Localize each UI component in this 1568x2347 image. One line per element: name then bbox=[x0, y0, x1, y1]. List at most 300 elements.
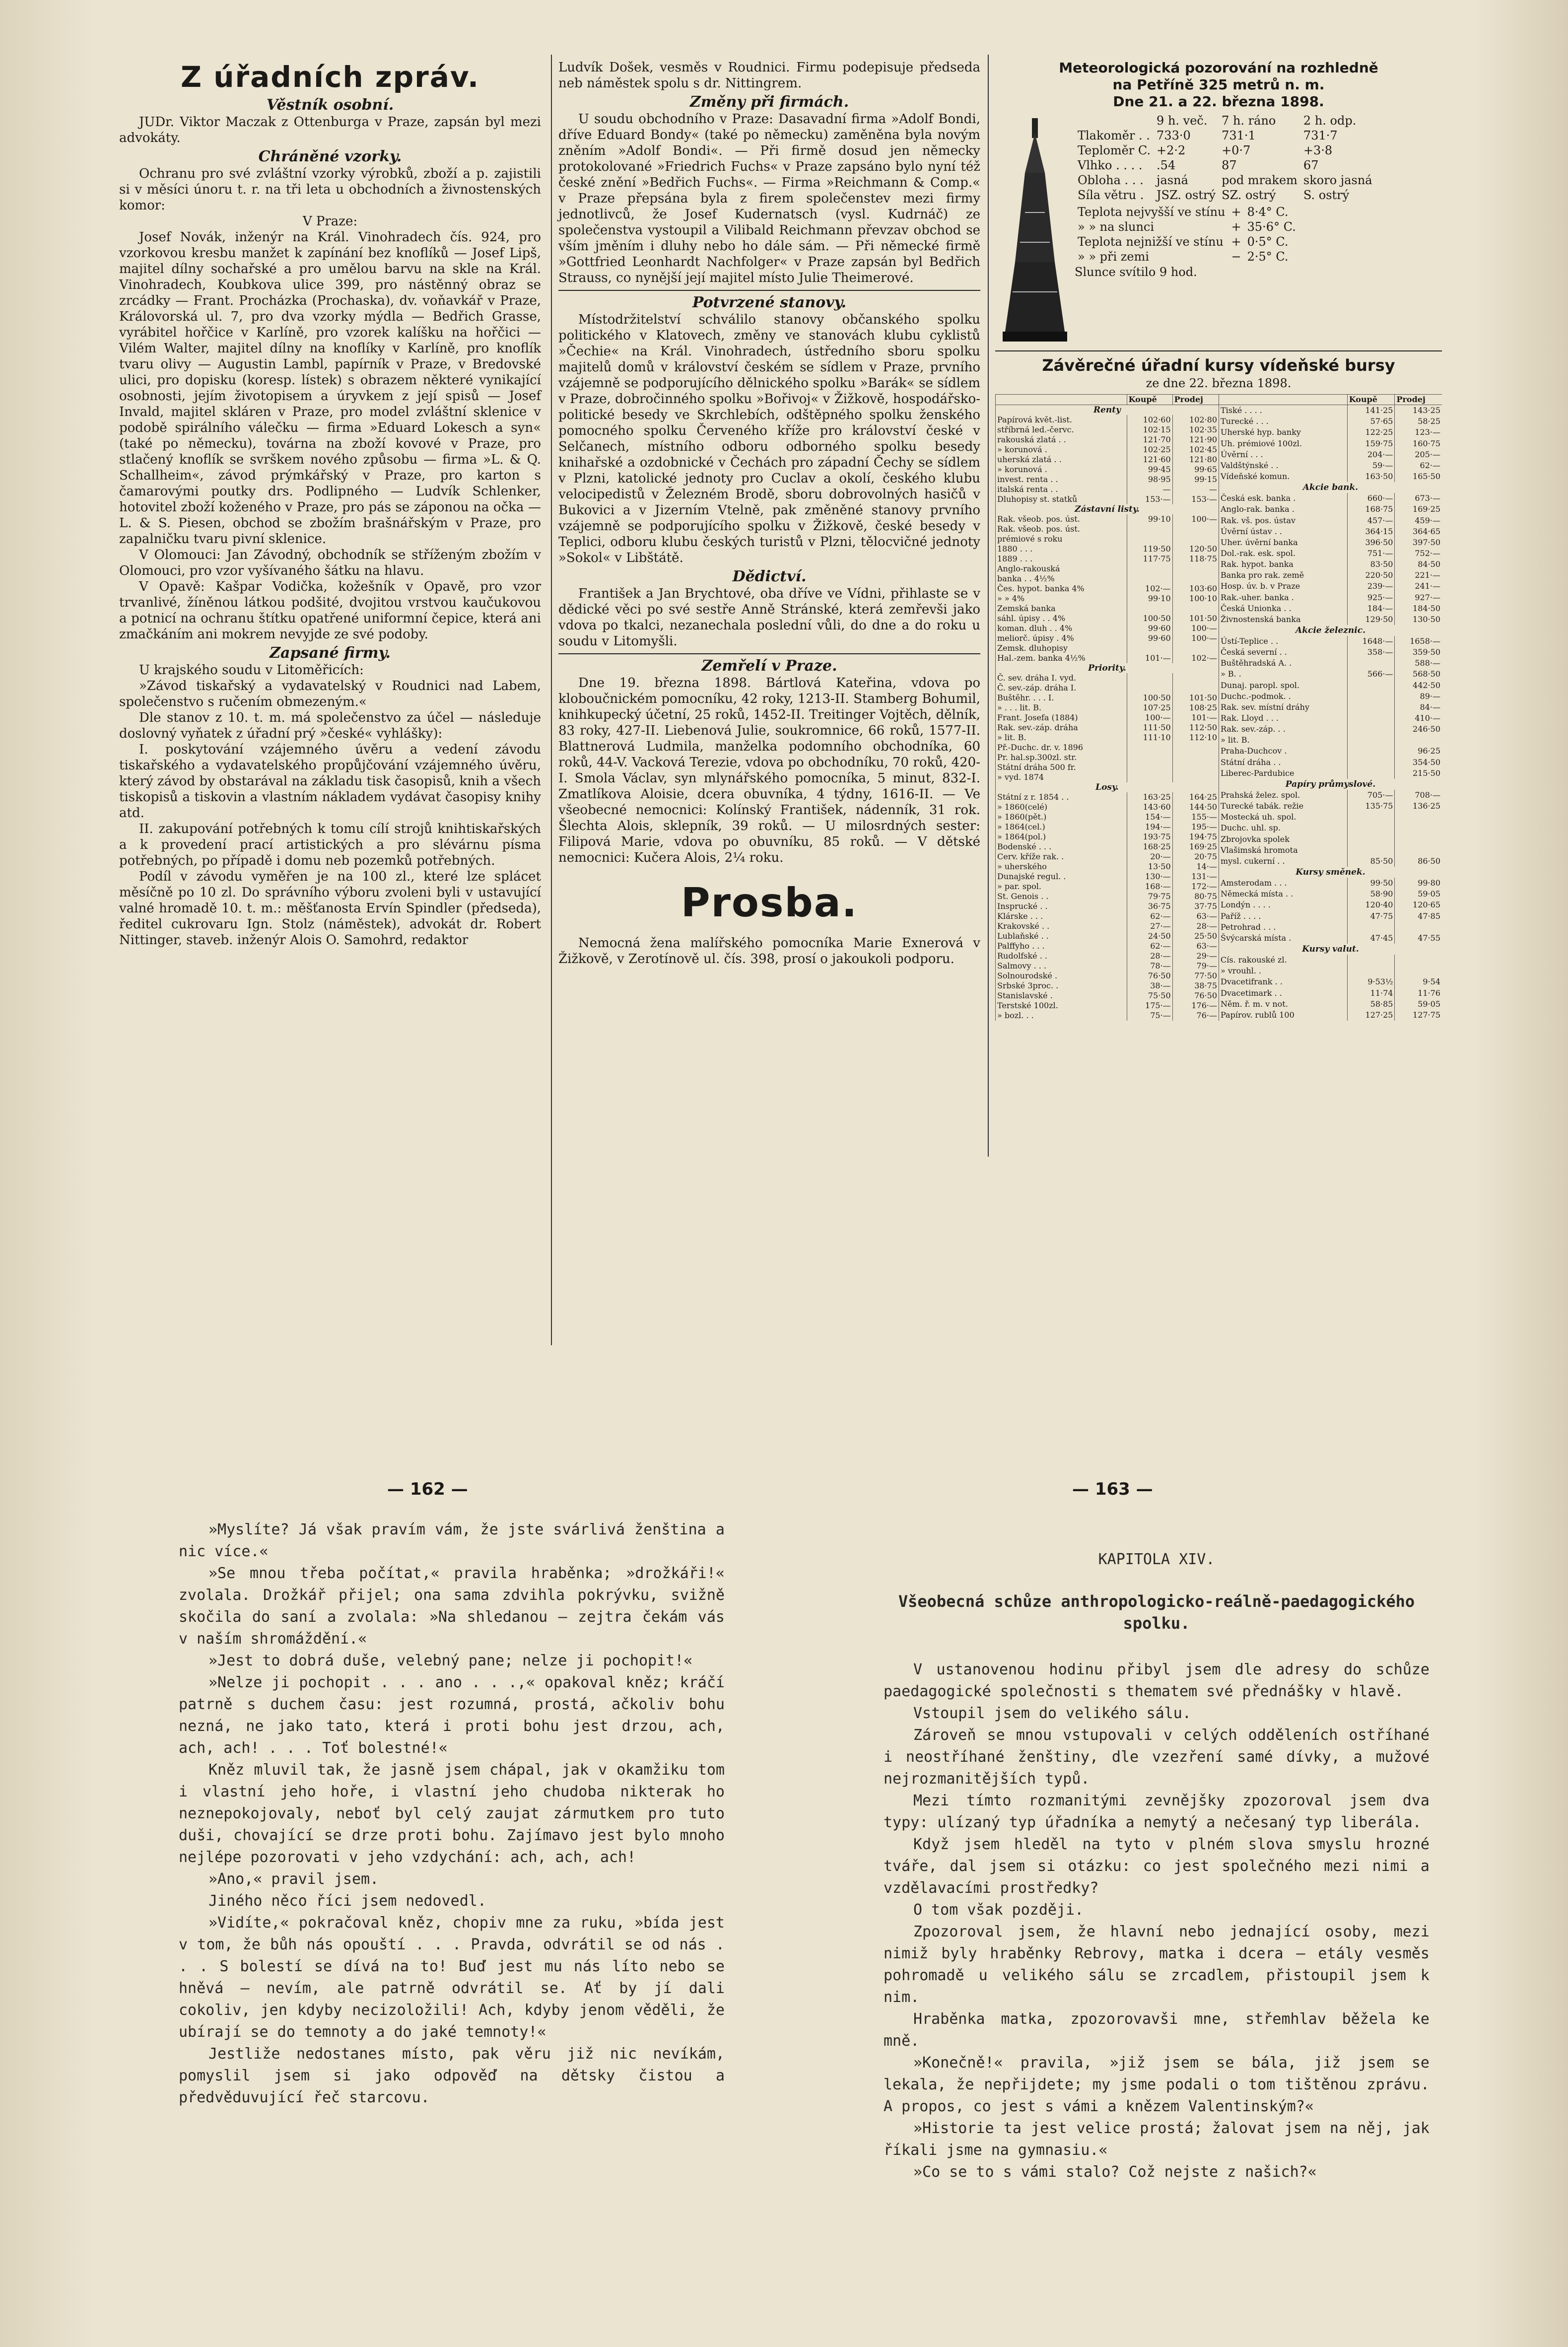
bursy-header-empty bbox=[1219, 395, 1348, 405]
bursy-name: » 1864(pol.) bbox=[996, 832, 1127, 842]
bursy-row bbox=[996, 514, 1219, 524]
book-paragraph: Kněz mluvil tak, že jasně jsem chápal, jak v okamžiku tom i vlastní jeho hoře, i vlastní jeho chudoba nikterak ho neznepokojovaly, neboť byl celý zaujat zármutkem pro tuto duši, chovající se drze proti bohu. Zajímavo jest bylo mnoho nejlépe pozorovati v jeho vzdychání: ach, ach, ach! bbox=[179, 1761, 725, 1866]
bursy-sell: 153·— bbox=[1172, 494, 1219, 504]
bursy-name: Státní dráha . . bbox=[1219, 757, 1348, 768]
bursy-name: » par. spol. bbox=[996, 882, 1127, 892]
bursy-buy: 143·60 bbox=[1127, 802, 1172, 812]
meteo-title bbox=[995, 60, 1442, 110]
bursy-buy: 184·— bbox=[1347, 603, 1395, 614]
bursy-row bbox=[996, 802, 1219, 812]
bursy-row bbox=[1219, 999, 1442, 1010]
bursy-name: St. Genois . . bbox=[996, 892, 1127, 901]
bursy-row bbox=[1219, 856, 1442, 867]
bursy-buy: 58·90 bbox=[1347, 889, 1395, 899]
bursy-buy: 24·50 bbox=[1127, 931, 1172, 941]
bursy-name: Hal.-zem. banka 4½% bbox=[996, 653, 1127, 663]
bursy-row bbox=[996, 484, 1219, 494]
bursy-sell: 102·45 bbox=[1172, 445, 1219, 455]
bursy-sell: 143·25 bbox=[1395, 405, 1442, 416]
bursy-name: Turecké . . . bbox=[1219, 416, 1348, 427]
bursy-name: Turecké tabák. režie bbox=[1219, 801, 1348, 812]
bursy-buy: 58·85 bbox=[1347, 999, 1395, 1010]
bursy-buy: 78·— bbox=[1127, 961, 1172, 971]
bursy-row bbox=[1219, 570, 1442, 581]
bursy-row bbox=[996, 445, 1219, 455]
bursy-name: koman. dluh . . 4% bbox=[996, 623, 1127, 633]
bursy-sell bbox=[1395, 955, 1442, 966]
bursy-name: Cís. rakouské zl. bbox=[1219, 955, 1348, 966]
bursy-name: italská renta . . bbox=[996, 484, 1127, 494]
book-paragraph: »Ano,« pravil jsem. bbox=[208, 1870, 379, 1888]
bursy-name: » korunová . bbox=[996, 445, 1127, 455]
bursy-row bbox=[1219, 735, 1442, 746]
bursy-buy: 168·75 bbox=[1347, 504, 1395, 515]
bursy-row bbox=[996, 733, 1219, 743]
vestnik-text: JUDr. Viktor Maczak z Ottenburga v Praze, zapsán byl mezi advokáty. bbox=[119, 115, 541, 145]
bursy-buy bbox=[1127, 762, 1172, 772]
bursy-name: Státní dráha 500 fr. bbox=[996, 762, 1127, 772]
bursy-row bbox=[1219, 405, 1442, 416]
bursy-row bbox=[1219, 416, 1442, 427]
meteo-extra-table bbox=[1075, 205, 1299, 264]
bursy-buy bbox=[1347, 955, 1395, 966]
bursy-right-body bbox=[1219, 405, 1442, 1021]
bursy-row bbox=[1219, 427, 1442, 438]
bursy-name: Banka pro rak. země bbox=[1219, 570, 1348, 581]
meteo-extra-label: Teplota nejvyšší ve stínu bbox=[1078, 205, 1226, 219]
bursy-buy bbox=[1347, 658, 1395, 669]
prosba-text: Nemocná žena malířského pomocníka Marie Exnerová v Žižkově, v Zerotínově ul. čís. 398, prosí o jakoukoli podporu. bbox=[558, 936, 980, 966]
bursy-buy bbox=[1127, 524, 1172, 534]
dedictvi-text: František a Jan Brychtové, oba dříve ve Vídni, přihlaste se v dědické věci po své sestře Anně Stránské, která zemřevši jako vdova po tkalci, nezanechala poslední vůli, do dne a do roku u soudu v Litomyšli. bbox=[558, 586, 980, 649]
book-paragraph: »Co se to s vámi stalo? Což nejste z našich?« bbox=[913, 2163, 1317, 2181]
bursy-row bbox=[1219, 878, 1442, 889]
bursy-sell: 359·50 bbox=[1395, 647, 1442, 658]
bursy-sell: 103·60 bbox=[1172, 584, 1219, 594]
bursy-buy bbox=[1347, 691, 1395, 702]
bursy-buy bbox=[1347, 834, 1395, 845]
bursy-sell: 127·75 bbox=[1395, 1010, 1442, 1021]
meteo-table bbox=[1075, 113, 1375, 203]
bursy-sell: 123·— bbox=[1395, 427, 1442, 438]
bursy-buy: — bbox=[1127, 484, 1172, 494]
bursy-row bbox=[1219, 515, 1442, 526]
meteo-extra-row bbox=[1075, 205, 1299, 219]
zmeny-text: U soudu obchodního v Praze: Dasavadní firma »Adolf Bondi, dříve Eduard Bondy« (také po německu) zaměněna byla novým zněním »Adolf Bondi«. — Při firmě dosud jen německy protokolované »Friedrich Fuchs« v Praze zapsáno bylo nyní též české znění »Bedřich Fuchs«. — Firma »Reichmann & Comp.« v Praze přepsána byla z firem společenstev mezi firmy jednotlivců, že Josef Kudernatsch (vysl. Kudrnáč) ze společenstva vystoupil a Vilibald Reichmann převzav obchod se vším jměním i dluhy nebo ho dále sám. — Při německé firmě »Gottfried Leonhardt Nachfolger« v Praze zapsán byl Bedřich Strauss, co nynější její majitel místo Julie Theimerové. bbox=[558, 112, 980, 285]
bursy-name: Uher. úvěrní banka bbox=[1219, 537, 1348, 548]
bursy-col-header: Prodej bbox=[1395, 395, 1442, 405]
bursy-buy: 102·60 bbox=[1127, 415, 1172, 425]
bursy-sell: 176·— bbox=[1172, 1001, 1219, 1011]
bursy-sell: 169·25 bbox=[1172, 842, 1219, 852]
bursy-name: Hosp. úv. b. v Praze bbox=[1219, 581, 1348, 592]
bursy-buy: 99·45 bbox=[1127, 465, 1172, 475]
book-paragraph: »Jest to dobrá duše, velebný pane; nelze ji pochopit!« bbox=[208, 1652, 693, 1669]
bursy-sell: 100·— bbox=[1172, 514, 1219, 524]
bursy-name: Rak. sev.-záp. dráha bbox=[996, 723, 1127, 733]
firmy-soud: U krajského soudu v Litoměřicích: bbox=[139, 663, 364, 678]
bursy-row bbox=[996, 405, 1219, 415]
bursy-name: » » 4% bbox=[996, 594, 1127, 604]
bursy-buy: 57·65 bbox=[1347, 416, 1395, 427]
bursy-sell: 112·10 bbox=[1172, 733, 1219, 743]
bursy-buy bbox=[1347, 823, 1395, 833]
meteo-extra-value: 0·5° C. bbox=[1247, 235, 1289, 249]
meteo-label: Obloha . . . bbox=[1078, 173, 1144, 187]
bursy-header-empty bbox=[996, 395, 1127, 405]
subsection-zemreli: Zemřelí v Praze. bbox=[701, 657, 837, 675]
bursy-row bbox=[996, 852, 1219, 862]
bursy-buy bbox=[1127, 772, 1172, 782]
bursy-name: Uh. prémiové 100zl. bbox=[1219, 438, 1348, 449]
bursy-name: » . . . lit. B. bbox=[996, 703, 1127, 713]
bursy-sell: 100·— bbox=[1172, 623, 1219, 633]
bursy-row bbox=[996, 743, 1219, 753]
bursy-buy: 364·15 bbox=[1347, 526, 1395, 537]
bursy-row bbox=[1219, 559, 1442, 570]
bursy-sell: 112·50 bbox=[1172, 723, 1219, 733]
bursy-sell: 442·50 bbox=[1395, 680, 1442, 691]
bursy-row bbox=[996, 1011, 1219, 1021]
meteo-value: JSZ. ostrý bbox=[1157, 188, 1216, 202]
bursy-buy: 130·— bbox=[1127, 872, 1172, 882]
bursy-row bbox=[996, 882, 1219, 892]
bursy-name: banka . . 4½% bbox=[996, 574, 1127, 584]
bursy-sell: 63·— bbox=[1172, 911, 1219, 921]
bursy-name: » korunová . bbox=[996, 465, 1127, 475]
bursy-sell: 89·— bbox=[1395, 691, 1442, 702]
bursy-name: Tiské . . . . bbox=[1219, 405, 1348, 416]
bursy-buy: 75·— bbox=[1127, 1011, 1172, 1021]
book-page-left bbox=[179, 1519, 725, 2109]
bursy-name: » 1864(cel.) bbox=[996, 822, 1127, 832]
bursy-name: Insprucké . . bbox=[996, 901, 1127, 911]
meteo-header-empty bbox=[1075, 113, 1154, 128]
bursy-buy: 660·— bbox=[1347, 493, 1395, 504]
bursy-sell: 96·25 bbox=[1395, 746, 1442, 757]
bursy-buy bbox=[1347, 845, 1395, 856]
bursy-sell: 205·— bbox=[1395, 449, 1442, 460]
meteo-value: 731·1 bbox=[1222, 129, 1256, 142]
bursy-buy bbox=[1347, 702, 1395, 713]
meteo-row bbox=[1075, 188, 1375, 203]
bursy-name: » vyd. 1874 bbox=[996, 772, 1127, 782]
bursy-row bbox=[996, 494, 1219, 504]
bursy-name: Zemsk. dluhopisy bbox=[996, 643, 1127, 653]
bursy-name: Vídeňské komun. bbox=[1219, 471, 1348, 482]
bursy-buy: 154·— bbox=[1127, 812, 1172, 822]
bursy-sell: 165·50 bbox=[1395, 471, 1442, 482]
book-paragraph: Když jsem hleděl na tyto v plném slova smyslu hrozné tváře, dal jsem si otázku: co jest společného mezi nimi a vzdělavacími prostředky? bbox=[884, 1836, 1430, 1897]
stanovy-text: Místodržitelství schválilo stanovy občanského spolku politického v Klatovech, změny ve stanovách klubu cyklistů »Čechie« na Král. Vinohradech, ústředního sboru spolku majitelů domů v království českém se sídlem v Praze, prvního vzájemně se podporujícího dělnického spolku »Barák« se sídlem v Praze, dobročinného spolku »Bořivoj« v Žižkově, hospodářsko-politické besedy ve Skrchlebích, odštěpného spolku ženského pomocného spolku Červeného kříže pro království české v Selčanech, místního odboru odborného spolku besedy knihařské a ozdobnické v Čechách pro západní Čechy se sídlem v Plzni, katolické jednoty pro Cuclav a okolí, českého klubu velocipedistů v Železném Brodě, sboru dobrovolných hasičů v Bukovici a v Jizerním Vtelně, pak změněné stanovy prvního vzájemně se podporujícího spolku v Žižkově, české besedy v Teplici, odboru klubu českých turistů v Plzni, tělocvičné jednoty »Sokol« v Libštátě. bbox=[558, 312, 980, 565]
meteo-label: Tlakoměr . . bbox=[1078, 129, 1150, 142]
bursy-buy: 107·25 bbox=[1127, 703, 1172, 713]
bursy-name: Dvacetifrank . . bbox=[1219, 976, 1348, 987]
firmy-p3: Podíl v závodu vyměřen je na 100 zl., které lze splácet měsíčně po 10 zl. Do správního výboru zvoleni byli v ustavující valné hromadě 10. t. m.: měšťanosta Ervín Spindler (předseda), ředitel cukrovaru Ign. Stolz (náměstek), advokát dr. Robert Nittinger, staveb. inženýr Alois O. Samohrd, redaktor bbox=[119, 869, 541, 948]
bursy-group-heading: Akcie železnic. bbox=[1219, 625, 1442, 636]
bursy-name: » lit. B. bbox=[1219, 735, 1348, 746]
bursy-name: » 1860(pět.) bbox=[996, 812, 1127, 822]
bursy-buy: 163·50 bbox=[1347, 471, 1395, 482]
bursy-buy: 163·25 bbox=[1127, 792, 1172, 802]
bursy-row bbox=[996, 782, 1219, 792]
bursy-row bbox=[996, 762, 1219, 772]
bursy-name: » B. . bbox=[1219, 669, 1348, 680]
bursy-name: Dluhopisy st. statků bbox=[996, 494, 1127, 504]
chapter-body bbox=[884, 1659, 1430, 2183]
bursy-sell: 160·75 bbox=[1395, 438, 1442, 449]
bursy-buy: 153·— bbox=[1127, 494, 1172, 504]
meteo-extra-label: » » při zemi bbox=[1078, 250, 1150, 264]
bursy-buy: 102·25 bbox=[1127, 445, 1172, 455]
book-page-right bbox=[884, 1549, 1430, 2183]
bursy-name: Amsterodam . . . bbox=[1219, 878, 1348, 889]
bursy-row bbox=[1219, 603, 1442, 614]
bursy-name: Papírová květ.-list. bbox=[996, 415, 1127, 425]
bursy-sell bbox=[1172, 762, 1219, 772]
bursy-row bbox=[1219, 471, 1442, 482]
meteo-sun: Slunce svítilo 9 hod. bbox=[1075, 265, 1197, 279]
meteo-value: +0·7 bbox=[1222, 143, 1251, 157]
book-paragraph: »Historie ta jest velice prostá; žalovat jsem na něj, jak říkali jsme na gymnasiu.« bbox=[884, 2120, 1430, 2159]
bursy-row bbox=[1219, 801, 1442, 812]
bursy-sell: 84·50 bbox=[1395, 559, 1442, 570]
meteo-value: jasná bbox=[1157, 173, 1188, 187]
bursy-buy bbox=[1347, 746, 1395, 757]
bursy-group-heading: Priority. bbox=[996, 663, 1219, 673]
bursy-sell: 29·— bbox=[1172, 951, 1219, 961]
bursy-buy: 159·75 bbox=[1347, 438, 1395, 449]
bursy-sell: 9·54 bbox=[1395, 976, 1442, 987]
bursy-row bbox=[996, 941, 1219, 951]
bursy-name: Úvěrní . . . bbox=[1219, 449, 1348, 460]
bursy-row bbox=[1219, 493, 1442, 504]
bursy-buy: 83·50 bbox=[1347, 559, 1395, 570]
bursy-sell: 11·76 bbox=[1395, 988, 1442, 999]
bursy-row bbox=[1219, 834, 1442, 845]
bursy-sell: 101·50 bbox=[1172, 693, 1219, 703]
bursy-row bbox=[996, 713, 1219, 723]
bursy-row bbox=[1219, 636, 1442, 647]
bursy-row bbox=[996, 951, 1219, 961]
meteo-value: .54 bbox=[1157, 158, 1176, 172]
bursy-sell: 108·25 bbox=[1172, 703, 1219, 713]
bursy-row bbox=[1219, 779, 1442, 790]
bursy-name: Frant. Josefa (1884) bbox=[996, 713, 1127, 723]
bursy-sell: 37·75 bbox=[1172, 901, 1219, 911]
subsection-zmeny: Změny při firmách. bbox=[689, 93, 849, 111]
column-divider bbox=[551, 55, 552, 1345]
bursy-row bbox=[996, 623, 1219, 633]
bursy-row bbox=[996, 554, 1219, 564]
bursy-buy bbox=[1127, 534, 1172, 544]
bursy-row bbox=[996, 901, 1219, 911]
bursy-buy bbox=[1127, 564, 1172, 574]
bursy-sell: 79·— bbox=[1172, 961, 1219, 971]
bursy-row bbox=[996, 921, 1219, 931]
bursy-row bbox=[1219, 976, 1442, 987]
zemreli-text: Dne 19. března 1898. Bártlová Kateřina, vdova po kloboučnickém pomocníku, 42 roky, 1213-II. Stamberg Bohumil, knihkupecký účetní, 25 roků, 1452-II. Treitinger Vojtěch, dělník, 83 roky, 427-II. Liebenová Julie, soukromnice, 66 roků, 1577-II. Blattnerová Ludmila, manželka podomního obchodníka, 60 roků, 44-V. Vacková Terezie, vdova po obchodníku, 70 roků, 420-I. Smola Václav, syn mlynářského pomocníka, 5 minut, 832-I. Zmatlíkova Aloisie, dcera obuvníka, 4 týdny, 1616-II. — Ve všeobecné nemocnici: Kolínský František, nádenník, 31 rok. Šlechta Alois, sklepník, 39 roků. — U milosrdných sester: Filipová Marie, vdova po obuvníku, 85 roků. — V dětské nemocnici: Kučera Alois, 2¼ roku. bbox=[558, 676, 980, 865]
bursy-buy: 62·— bbox=[1127, 911, 1172, 921]
bursy-row bbox=[996, 792, 1219, 802]
bursy-row bbox=[1219, 911, 1442, 922]
bursy-name: Rak.-uher. banka . bbox=[1219, 592, 1348, 603]
bursy-name: 1889 . . . bbox=[996, 554, 1127, 564]
bursy-group-heading: Papíry průmyslové. bbox=[1219, 779, 1442, 790]
bursy-row bbox=[996, 812, 1219, 822]
bursy-row bbox=[1219, 768, 1442, 779]
bursy-sell: 568·50 bbox=[1395, 669, 1442, 680]
bursy-sell bbox=[1172, 643, 1219, 653]
bursy-buy: 194·— bbox=[1127, 822, 1172, 832]
bursy-name: Úvěrní ústav . . bbox=[1219, 526, 1348, 537]
bursy-name: » uherského bbox=[996, 862, 1127, 872]
bursy-col-header: Koupě bbox=[1347, 395, 1395, 405]
bursy-sell: 364·65 bbox=[1395, 526, 1442, 537]
bursy-row bbox=[996, 703, 1219, 713]
bursy-buy: 168·25 bbox=[1127, 842, 1172, 852]
meteo-value: +2·2 bbox=[1157, 143, 1186, 157]
bursy-row bbox=[1219, 548, 1442, 559]
bursy-row bbox=[1219, 757, 1442, 768]
bursy-row bbox=[996, 425, 1219, 435]
book-paragraph: Mezi tímto rozmanitými zevnějšky zpozoroval jsem dva typy: ulízaný typ úřadníka a nemytý a nečesaný typ liberála. bbox=[884, 1792, 1430, 1831]
bursy-sell: 14·— bbox=[1172, 862, 1219, 872]
subsection-dedictvi: Dědictví. bbox=[732, 568, 807, 585]
bursy-name: Srbské 3proc. . bbox=[996, 981, 1127, 991]
bursy-sell: 62·— bbox=[1395, 460, 1442, 471]
bursy-name: mysl. cukerní . . bbox=[1219, 856, 1348, 867]
bursy-name: Česká severní . . bbox=[1219, 647, 1348, 658]
bursy-name: Liberec-Pardubice bbox=[1219, 768, 1348, 779]
bursy-tables bbox=[995, 394, 1442, 1021]
bursy-buy: 111·10 bbox=[1127, 733, 1172, 743]
bursy-row bbox=[996, 862, 1219, 872]
bursy-buy bbox=[1127, 683, 1172, 693]
bursy-name: Lublaňské . . bbox=[996, 931, 1127, 941]
bursy-sell: 155·— bbox=[1172, 812, 1219, 822]
bursy-sell: 752·— bbox=[1395, 548, 1442, 559]
section-title: Z úřadních zpráv. bbox=[181, 60, 479, 94]
bursy-sell: 77·50 bbox=[1172, 971, 1219, 981]
meteo-extra-value: 35·6° C. bbox=[1247, 220, 1296, 234]
bursy-name: Dvacetimark . . bbox=[1219, 988, 1348, 999]
bursy-row bbox=[1219, 537, 1442, 548]
meteo-label: Teploměr C. bbox=[1078, 143, 1151, 157]
bursy-sell: 130·50 bbox=[1395, 614, 1442, 625]
bursy-sell: 121·90 bbox=[1172, 435, 1219, 445]
prosba-title: Prosba. bbox=[681, 880, 858, 926]
bursy-name: » lit. B. bbox=[996, 733, 1127, 743]
bursy-name: uherská zlatá . . bbox=[996, 455, 1127, 465]
bursy-name: Buštěhr. . . . I. bbox=[996, 693, 1127, 703]
bursy-row bbox=[1219, 724, 1442, 735]
subsection-stanovy: Potvrzené stanovy. bbox=[692, 294, 847, 311]
bursy-buy: 141·25 bbox=[1347, 405, 1395, 416]
bursy-sell bbox=[1172, 772, 1219, 782]
bursy-row bbox=[1219, 614, 1442, 625]
bursy-sell: 354·50 bbox=[1395, 757, 1442, 768]
bursy-buy: 62·— bbox=[1127, 941, 1172, 951]
bursy-row bbox=[996, 753, 1219, 762]
bursy-buy: 358·— bbox=[1347, 647, 1395, 658]
bursy-row bbox=[996, 633, 1219, 643]
bursy-row bbox=[1219, 790, 1442, 801]
bursy-buy: 36·75 bbox=[1127, 901, 1172, 911]
bursy-row bbox=[996, 931, 1219, 941]
bursy-buy: 99·50 bbox=[1347, 878, 1395, 889]
meteo-value: 731·7 bbox=[1303, 129, 1338, 142]
bursy-sell: 25·50 bbox=[1172, 931, 1219, 941]
bursy-buy: 99·60 bbox=[1127, 633, 1172, 643]
vzorky-intro: Ochranu pro své zvláštní vzorky výrobků, zboží a p. zajistili si v měsíci únoru t. r. na tři leta u obchodních a živnostenských komor: bbox=[119, 166, 541, 213]
bursy-sell bbox=[1172, 564, 1219, 574]
bursy-row bbox=[1219, 438, 1442, 449]
bursy-row bbox=[1219, 702, 1442, 713]
bursy-row bbox=[996, 435, 1219, 445]
bursy-sell bbox=[1395, 845, 1442, 856]
olomouci-text: V Olomouci: Jan Závodný, obchodník se stříženým zbožím v Olomouci, pro vzor vyšívaného šátku na hlavu. bbox=[119, 548, 541, 578]
meteo-extra-sign: + bbox=[1231, 220, 1241, 234]
bursy-name: Klárske . . . bbox=[996, 911, 1127, 921]
bursy-buy: 85·50 bbox=[1347, 856, 1395, 867]
meteo-header-row bbox=[1075, 113, 1375, 128]
bursy-name: » vrouhl. . bbox=[1219, 966, 1348, 976]
firmy-text2: Dle stanov z 10. t. m. má společenstvo za účel — následuje doslovný vyňatek z úřadní prý »české« vyhlášky): bbox=[119, 710, 541, 741]
firmy-text: »Závod tiskařský a vydavatelský v Roudnici nad Labem, společenstvo s ručením obmezeným.« bbox=[119, 679, 541, 709]
meteo-value: skoro jasná bbox=[1303, 173, 1372, 187]
bursy-buy bbox=[1347, 966, 1395, 976]
bursy-row bbox=[996, 653, 1219, 663]
bursy-buy bbox=[1127, 753, 1172, 762]
divider bbox=[558, 290, 980, 291]
meteo-extra-row bbox=[1075, 249, 1299, 264]
bursy-sell: 100·10 bbox=[1172, 594, 1219, 604]
bursy-buy: 27·— bbox=[1127, 921, 1172, 931]
bursy-buy: 193·75 bbox=[1127, 832, 1172, 842]
bursy-buy: 204·— bbox=[1347, 449, 1395, 460]
bursy-row bbox=[996, 643, 1219, 653]
meteo-extra-label: Teplota nejnižší ve stínu bbox=[1078, 235, 1224, 249]
bursy-buy: 100·— bbox=[1127, 713, 1172, 723]
bursy-row bbox=[996, 683, 1219, 693]
bursy-buy: 751·— bbox=[1347, 548, 1395, 559]
bursy-sell: 397·50 bbox=[1395, 537, 1442, 548]
bursy-buy: 99·60 bbox=[1127, 623, 1172, 633]
bursy-sell: 673·— bbox=[1395, 493, 1442, 504]
bursy-row bbox=[1219, 812, 1442, 823]
bursy-col-header: Koupě bbox=[1127, 395, 1172, 405]
bursy-buy: 129·50 bbox=[1347, 614, 1395, 625]
bursy-buy: 127·25 bbox=[1347, 1010, 1395, 1021]
column-divider bbox=[988, 55, 989, 1157]
bursy-sell: 120·65 bbox=[1395, 899, 1442, 910]
bursy-row bbox=[996, 693, 1219, 703]
bursy-name: Zbrojovka spolek bbox=[1219, 834, 1348, 845]
bursy-row bbox=[996, 911, 1219, 921]
book-paragraph: Jiného něco říci jsem nedovedl. bbox=[208, 1892, 486, 1910]
bursy-row bbox=[996, 584, 1219, 594]
bursy-sell bbox=[1172, 753, 1219, 762]
bursy-name: Př.-Duchc. dr. v. 1896 bbox=[996, 743, 1127, 753]
bursy-sell: — bbox=[1172, 484, 1219, 494]
bursy-sell: 86·50 bbox=[1395, 856, 1442, 867]
meteo-row bbox=[1075, 158, 1375, 173]
book-paragraph: V ustanovenou hodinu přibyl jsem dle adresy do schůze paedagogické společnosti s thematem své přednášky v hlavě. bbox=[884, 1661, 1430, 1700]
bursy-name: Londýn . . . . bbox=[1219, 899, 1348, 910]
bursy-row bbox=[1219, 922, 1442, 933]
bursy-name: Česká Unionka . . bbox=[1219, 603, 1348, 614]
